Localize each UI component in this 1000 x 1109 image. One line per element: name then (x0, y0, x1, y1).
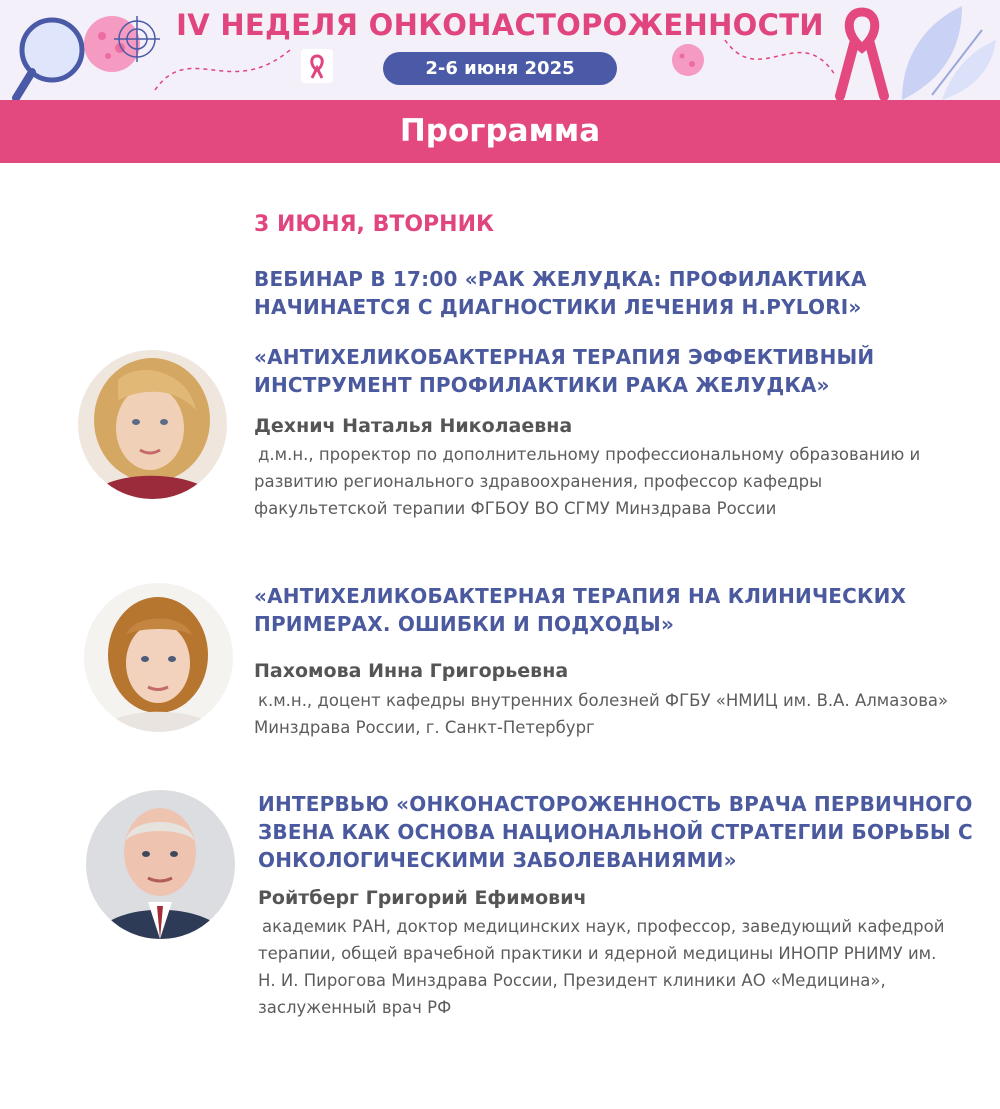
talk-1-title: «АНТИХЕЛИКОБАКТЕРНАЯ ТЕРАПИЯ ЭФФЕКТИВНЫЙ ИНСТРУМЕНТ ПРОФИЛАКТИКИ РАКА ЖЕЛУДКА» (254, 345, 875, 397)
program-heading: Программа (0, 100, 1000, 163)
speaker-photo-3 (86, 790, 235, 939)
speaker-photo-1 (78, 350, 227, 499)
event-dates: 2-6 июня 2025 (383, 52, 617, 85)
talk-2-title: «АНТИХЕЛИКОБАКТЕРНАЯ ТЕРАПИЯ НА КЛИНИЧЕСКИХ ПРИМЕРАХ. ОШИБКИ И ПОДХОДЫ» (254, 584, 907, 636)
day-label: 3 ИЮНЯ, ВТОРНИК (254, 212, 494, 237)
talk-3-speaker: Ройтберг Григорий Ефимович (258, 887, 587, 909)
speaker-photo-2 (84, 583, 233, 732)
ribbon-card-icon (300, 48, 334, 84)
event-title: IV НЕДЕЛЯ ОНКОНАСТОРОЖЕННОСТИ (176, 8, 824, 42)
talk-1-speaker: Дехнич Наталья Николаевна (254, 415, 573, 437)
header-banner (0, 0, 1000, 100)
small-cell-icon (668, 40, 708, 80)
talk-3-credentials: академик РАН, доктор медицинских наук, профессор, заведующий кафедрой терапии, общей врачебной практики и ядерной медицины ИНОПР РНИМУ им. Н. И. Пирогова Минздрава России, Президент клиники АО «Медицина», заслуженный врач РФ (258, 917, 945, 1017)
talk-1-credentials: д.м.н., проректор по дополнительному профессиональному образованию и развитию регионального здравоохранения, профессор кафедры факультетской терапии ФГБОУ ВО СГМУ Минздрава России (254, 445, 921, 518)
talk-3-title: ИНТЕРВЬЮ «ОНКОНАСТОРОЖЕННОСТЬ ВРАЧА ПЕРВИЧНОГО ЗВЕНА КАК ОСНОВА НАЦИОНАЛЬНОЙ СТРАТЕГИИ БОРЬБЫ С ОНКОЛОГИЧЕСКИМИ ЗАБОЛЕВАНИЯМИ» (258, 792, 973, 872)
talk-2-speaker: Пахомова Инна Григорьевна (254, 660, 569, 682)
talk-2-credentials: к.м.н., доцент кафедры внутренних болезней ФГБУ «НМИЦ им. В.А. Алмазова» Минздрава России, г. Санкт-Петербург (254, 691, 949, 737)
webinar-title: ВЕБИНАР В 17:00 «РАК ЖЕЛУДКА: ПРОФИЛАКТИКА НАЧИНАЕТСЯ С ДИАГНОСТИКИ ЛЕЧЕНИЯ H.PYLORI» (254, 267, 867, 319)
